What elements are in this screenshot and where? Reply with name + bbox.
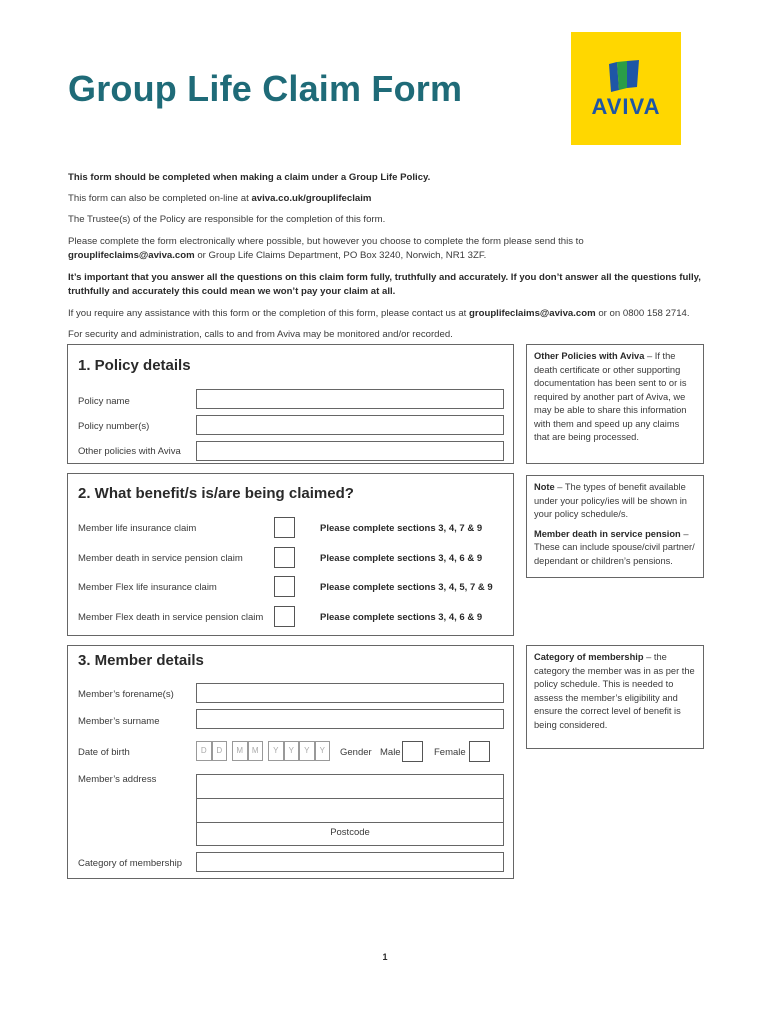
intro-p4-a: Please complete the form electronically where possible, but however you choose to complete the form please send this to (68, 236, 584, 247)
benefit-instruction-4: Please complete sections 3, 4, 6 & 9 (320, 612, 483, 623)
note2b-body: – These can include spouse/civil partner/ dependant or children’s pensions. (534, 528, 695, 566)
policy-number-label: Policy number(s) (78, 421, 150, 432)
email-link-2[interactable]: grouplifeclaims@aviva.com (469, 308, 596, 319)
intro-p3: The Trustee(s) of the Policy are responsible for the completion of this form. (68, 214, 386, 225)
online-link[interactable]: aviva.co.uk/grouplifeclaim (251, 193, 372, 204)
benefit-label-3: Member Flex life insurance claim (78, 582, 217, 593)
aviva-logo (571, 32, 681, 145)
gender-label: Gender (340, 747, 372, 758)
surname-input[interactable] (196, 709, 504, 729)
dob-input[interactable] (196, 741, 336, 761)
note-benefit-types (526, 475, 704, 578)
benefit-checkbox-2[interactable] (274, 547, 295, 568)
dob-year-2[interactable]: Y (284, 741, 300, 761)
email-link-1[interactable]: grouplifeclaims@aviva.com (68, 250, 195, 261)
section2-title: 2. What benefit/s is/are being claimed? (78, 485, 354, 502)
intro-p6-b: or on 0800 158 2714. (595, 308, 690, 319)
note1-body: – If the death certificate or other supporting documentation has been sent to or is required by another part of Aviva, we may be able to share this information with them and speed up any claims that are being processed. (534, 351, 687, 442)
dob-day-1[interactable]: D (196, 741, 212, 761)
intro-p6-a: If you require any assistance with this form or the completion of this form, please contact us at (68, 308, 469, 319)
note2-para (534, 481, 696, 522)
note2b-title: Member death in service pension (534, 528, 681, 539)
dob-year-3[interactable]: Y (299, 741, 315, 761)
benefit-label-4: Member Flex death in service pension claim (78, 612, 264, 623)
forename-input[interactable] (196, 683, 504, 703)
intro-p6 (68, 307, 708, 321)
dob-month-1[interactable]: M (232, 741, 248, 761)
other-policies-input[interactable] (196, 441, 504, 461)
other-policies-label: Other policies with Aviva (78, 446, 181, 457)
intro-p4-b: or Group Life Claims Department, PO Box 3240, Norwich, NR1 3ZF. (194, 250, 487, 261)
policy-name-input[interactable] (196, 389, 504, 409)
note-other-policies (526, 344, 704, 464)
intro-p5: It’s important that you answer all the questions on this claim form fully, truthfully and accurately. If you don’t answer all the questions fully, truthfully and accurately this could mean we won’t pay your claim at all. (68, 272, 701, 297)
section-policy-details (67, 344, 514, 464)
page-number: 1 (382, 952, 388, 962)
benefit-instruction-1: Please complete sections 3, 4, 7 & 9 (320, 523, 483, 534)
category-input[interactable] (196, 852, 504, 872)
intro-p7: For security and administration, calls to and from Aviva may be monitored and/or recorded. (68, 329, 453, 340)
female-checkbox[interactable] (469, 741, 490, 762)
intro-p2 (68, 192, 708, 206)
section3-title: 3. Member details (78, 652, 204, 669)
forename-label: Member’s forename(s) (78, 689, 174, 700)
benefit-checkbox-1[interactable] (274, 517, 295, 538)
note3-body: – the category the member was in as per the policy schedule. This is needed to assess the member’s eligibility and ensure the correct level of benefit is being considered. (534, 652, 695, 730)
intro-p4 (68, 235, 708, 263)
page-title: Group Life Claim Form (68, 68, 463, 109)
female-label: Female (434, 747, 466, 758)
address-divider-1 (197, 798, 503, 799)
aviva-logo-icon (607, 60, 645, 96)
address-divider-2 (197, 822, 503, 823)
benefit-checkbox-4[interactable] (274, 606, 295, 627)
benefit-label-2: Member death in service pension claim (78, 553, 243, 564)
benefit-checkbox-3[interactable] (274, 576, 295, 597)
section1-title: 1. Policy details (78, 357, 191, 374)
dob-label: Date of birth (78, 747, 130, 758)
policy-name-label: Policy name (78, 396, 130, 407)
benefit-instruction-3: Please complete sections 3, 4, 5, 7 & 9 (320, 582, 493, 593)
male-label: Male (380, 747, 401, 758)
address-input[interactable] (196, 774, 504, 846)
benefit-instruction-2: Please complete sections 3, 4, 6 & 9 (320, 553, 483, 564)
address-label: Member’s address (78, 774, 157, 785)
intro-p1: This form should be completed when making a claim under a Group Life Policy. (68, 172, 431, 183)
note3-title: Category of membership (534, 652, 644, 662)
dob-year-1[interactable]: Y (268, 741, 284, 761)
section-member-details (67, 645, 514, 879)
benefit-label-1: Member life insurance claim (78, 523, 197, 534)
category-label: Category of membership (78, 858, 183, 869)
note2b-para (534, 528, 696, 569)
note-category (526, 645, 704, 749)
dob-year-4[interactable]: Y (315, 741, 331, 761)
dob-day-2[interactable]: D (212, 741, 228, 761)
aviva-logo-text: AVIVA (591, 94, 661, 119)
dob-month-2[interactable]: M (248, 741, 264, 761)
note2-body: – The types of benefit available under your policy/ies will be shown in your policy schedule/s. (534, 482, 687, 519)
note2-title: Note (534, 482, 555, 492)
note1-title: Other Policies with Aviva (534, 351, 645, 361)
policy-number-input[interactable] (196, 415, 504, 435)
section-benefits (67, 473, 514, 636)
male-checkbox[interactable] (402, 741, 423, 762)
surname-label: Member’s surname (78, 716, 160, 727)
postcode-label: Postcode (330, 827, 370, 838)
intro-p2-prefix: This form can also be completed on-line at (68, 193, 252, 204)
